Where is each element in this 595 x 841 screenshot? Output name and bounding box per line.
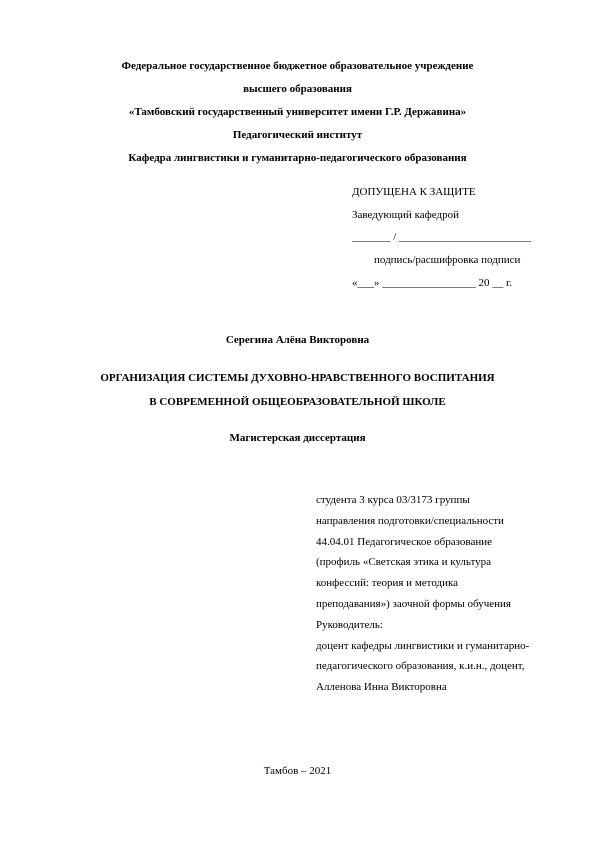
thesis-title-line: В СОВРЕМЕННОЙ ОБЩЕОБРАЗОВАТЕЛЬНОЙ ШКОЛЕ <box>149 396 446 408</box>
defense-approval-block <box>352 181 562 295</box>
student-info-line: направления подготовки/специальности <box>316 514 504 527</box>
institute-name-line: Педагогический институт <box>232 129 363 141</box>
approval-signature-line: _______ / ________________________ <box>352 231 532 244</box>
approval-head-of-department: Заведующий кафедрой <box>352 208 459 221</box>
author-name: Серегина Алёна Викторовна <box>225 334 370 346</box>
approval-heading: ДОПУЩЕНА К ЗАЩИТЕ <box>352 186 476 198</box>
approval-date-line: «___» _________________ 20 __ г. <box>352 276 513 289</box>
work-type: Магистерская диссертация <box>229 432 366 444</box>
student-info-line: студента 3 курса 03/3173 группы <box>316 494 470 506</box>
thesis-title-line: ОРГАНИЗАЦИЯ СИСТЕМЫ ДУХОВНО-НРАВСТВЕННОГО ВОСПИТАНИЯ <box>100 372 495 384</box>
thesis-title <box>40 366 555 414</box>
city-year-footer: Тамбов – 2021 <box>263 765 332 777</box>
student-info-line: (профиль «Светская этика и культура <box>316 556 492 569</box>
student-info-block <box>316 490 566 698</box>
supervisor-position-line: педагогического образования, к.и.н., доцент, <box>316 660 525 673</box>
supervisor-position-line: доцент кафедры лингвистики и гуманитарно- <box>316 639 530 652</box>
student-info-line: конфессий: теория и методика <box>316 577 459 590</box>
student-info-line: преподавания») заочной формы обучения <box>316 597 511 610</box>
supervisor-name: Алленова Инна Викторовна <box>316 681 447 694</box>
institution-header <box>60 55 535 170</box>
supervisor-label: Руководитель: <box>316 618 383 631</box>
education-level-line: высшего образования <box>243 83 352 95</box>
university-name-line: «Тамбовский государственный университет имени Г.Р. Державина» <box>128 106 467 118</box>
institution-type-line: Федеральное государственное бюджетное образовательное учреждение <box>121 60 474 72</box>
student-info-line: 44.04.01 Педагогическое образование <box>316 535 493 548</box>
department-name-line: Кафедра лингвистики и гуманитарно-педагогического образования <box>128 152 467 164</box>
approval-signature-caption: подпись/расшифровка подписи <box>374 254 521 267</box>
